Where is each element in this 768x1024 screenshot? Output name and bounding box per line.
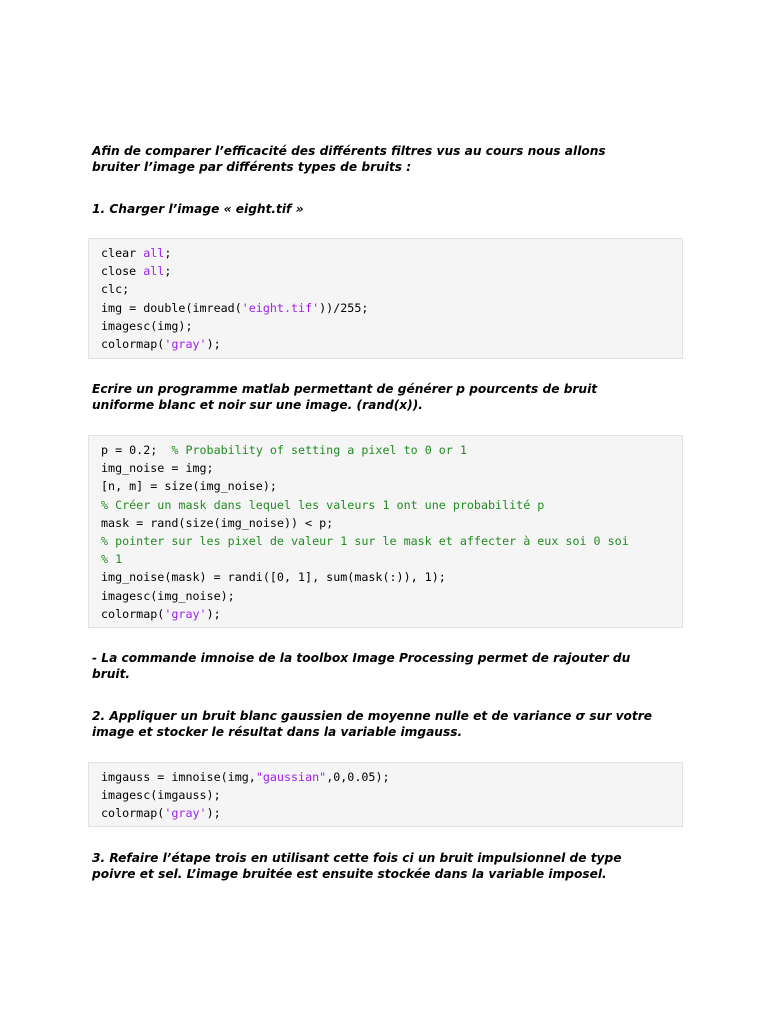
intro-line: bruiter l’image par différents types de bruits : (92, 160, 412, 174)
code-line: clc; (101, 282, 130, 297)
task-paragraph (92, 381, 692, 413)
task-line: Ecrire un programme matlab permettant de générer p pourcents de bruit (92, 382, 598, 396)
code-line: imagesc(img); (101, 318, 193, 333)
code-line: img_noise(mask) = randi([0, 1], sum(mask(:)), 1); (101, 570, 446, 585)
code-comment-line: % pointer sur les pixel de valeur 1 sur le mask et affecter à eux soi 0 soi (101, 534, 629, 549)
step3-line: poivre et sel. L’image bruitée est ensuite stockée dans la variable imposel. (92, 867, 607, 881)
code-line: imagesc(imgauss); (101, 788, 221, 803)
code-comment-line: % Créer un mask dans lequel les valeurs 1 ont une probabilité p (101, 497, 545, 512)
code-line: mask = rand(size(img_noise)) < p; (101, 515, 334, 530)
code-block-load-image (88, 238, 683, 359)
code-comment-line: % 1 (101, 552, 123, 567)
step2-paragraph (92, 708, 692, 740)
task-line: uniforme blanc et noir sur une image. (rand(x)). (92, 398, 423, 412)
code-line: imgauss = imnoise(img,"gaussian",0,0.05); (101, 770, 390, 784)
code-line: p = 0.2; % Probability of setting a pixel to 0 or 1 (101, 443, 467, 457)
code-line: imagesc(img_noise); (101, 588, 235, 603)
code-line: colormap('gray'); (101, 806, 221, 821)
note-line: - La commande imnoise de la toolbox Image Processing permet de rajouter du (92, 651, 631, 665)
step2-line: image et stocker le résultat dans la variable imgauss. (92, 725, 463, 739)
code-line: clear all; (101, 246, 172, 260)
code-line: [n, m] = size(img_noise); (101, 479, 277, 494)
step1-heading (92, 201, 692, 217)
note-line: bruit. (92, 667, 131, 681)
intro-paragraph (92, 143, 692, 175)
step3-line: 3. Refaire l’étape trois en utilisant cette fois ci un bruit impulsionnel de type (92, 851, 622, 865)
code-line: close all; (101, 264, 172, 279)
step1-heading-text: 1. Charger l’image « eight.tif » (92, 202, 304, 216)
code-block-gaussian-noise (88, 762, 683, 827)
note-paragraph (92, 650, 692, 682)
code-line: img_noise = img; (101, 461, 214, 476)
step3-paragraph (92, 850, 692, 882)
code-block-uniform-noise (88, 435, 683, 628)
code-line: img = double(imread('eight.tif'))/255; (101, 300, 369, 315)
code-line: colormap('gray'); (101, 337, 221, 352)
intro-line: Afin de comparer l’efficacité des différents filtres vus au cours nous allons (92, 144, 606, 158)
code-line: colormap('gray'); (101, 606, 221, 621)
step2-line: 2. Appliquer un bruit blanc gaussien de moyenne nulle et de variance σ sur votre (92, 709, 653, 723)
